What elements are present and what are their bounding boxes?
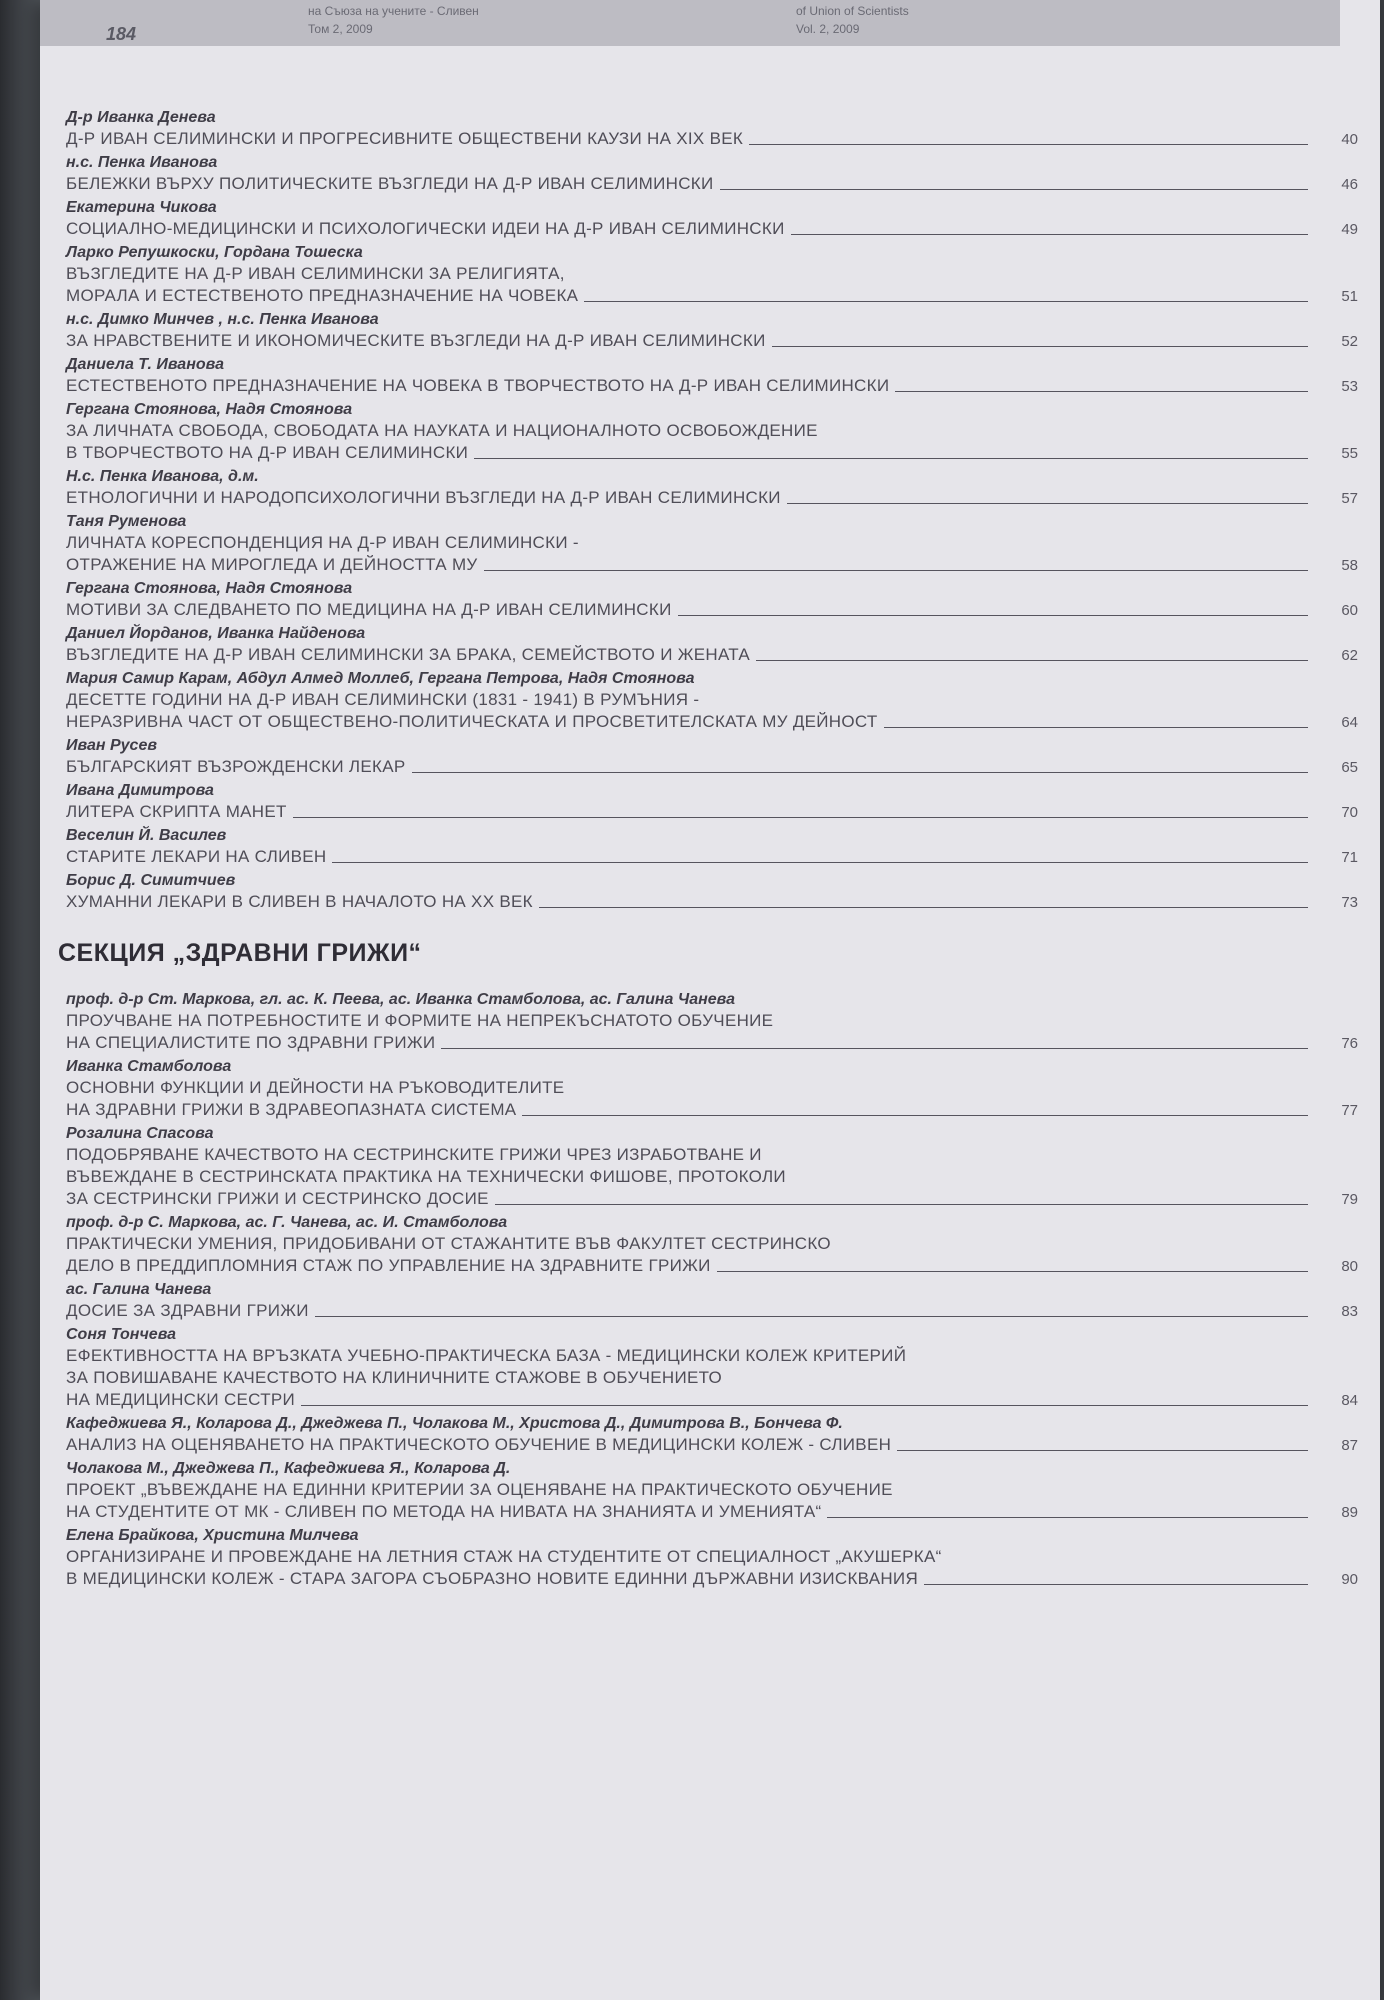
table-of-contents [58,108,1376,1593]
toc-entry-author: Гергана Стоянова, Надя Стоянова [66,580,353,597]
toc-entry [66,1057,1376,1121]
leader-line [772,346,1308,347]
leader-line [717,1271,1308,1272]
toc-entry-title-line: ПРОЕКТ „ВЪВЕЖДАНЕ НА ЕДИННИ КРИТЕРИИ ЗА ОЦЕНЯВАНЕ НА ПРАКТИЧЕСКОТО ОБУЧЕНИЕ [66,1480,893,1499]
toc-entry-author: Екатерина Чикова [66,199,217,216]
toc-entry-title-line: ВЪЗГЛЕДИТЕ НА Д-Р ИВАН СЕЛИМИНСКИ ЗА БРАКА, СЕМЕЙСТВОТО И ЖЕНАТА [66,645,751,664]
toc-entry-author: Чолакова М., Джеджева П., Кафеджиева Я., Коларова Д. [66,1460,511,1477]
toc-entry [66,871,1376,913]
toc-entry-title-line: ОТРАЖЕНИЕ НА МИРОГЛЕДА И ДЕЙНОСТТА МУ [66,555,478,574]
toc-entry-page-number: 64 [1341,714,1358,731]
toc-entry-page-number: 79 [1341,1191,1358,1208]
toc-entry-author: н.с. Пенка Иванова [66,154,218,171]
toc-entry-page-number: 58 [1341,557,1358,574]
toc-entry-title-line: ЕФЕКТИВНОСТТА НА ВРЪЗКАТА УЧЕБНО-ПРАКТИЧЕСКА БАЗА - МЕДИЦИНСКИ КОЛЕЖ КРИТЕРИЙ [66,1346,907,1365]
toc-entry-author: Таня Руменова [66,513,187,530]
toc-entry [66,990,1376,1054]
toc-entry-author: Ларко Репушкоски, Гордана Тошеска [66,244,363,261]
toc-entry [66,1213,1376,1277]
toc-entry-author: Елена Брайкова, Христина Милчева [66,1527,359,1544]
leader-line [315,1316,1308,1317]
toc-entry-page-number: 65 [1341,759,1358,776]
toc-entry-page-number: 77 [1341,1102,1358,1119]
toc-entry-page-number: 40 [1341,131,1358,148]
leader-line [895,391,1308,392]
toc-entry-page-number: 62 [1341,647,1358,664]
toc-entry-title-line: ЗА СЕСТРИНСКИ ГРИЖИ И СЕСТРИНСКО ДОСИЕ [66,1189,489,1208]
running-header [40,0,1340,46]
leader-line [301,1405,1308,1406]
toc-entry-page-number: 73 [1341,894,1358,911]
toc-entry-page-number: 57 [1341,490,1358,507]
leader-line [293,817,1308,818]
leader-line [474,458,1308,459]
toc-entry [66,310,1376,352]
toc-entry-author: Мария Самир Карам, Абдул Алмед Моллеб, Гергана Петрова, Надя Стоянова [66,670,695,687]
toc-entry [66,1325,1376,1411]
leader-line [787,503,1308,504]
toc-entry-author: проф. д-р С. Маркова, ас. Г. Чанева, ас. И. Стамболова [66,1214,508,1231]
leader-line [412,772,1309,773]
page-number: 184 [106,24,137,44]
toc-entry-title-line: ЛИЧНАТА КОРЕСПОНДЕНЦИЯ НА Д-Р ИВАН СЕЛИМИНСКИ - [66,533,579,552]
toc-group-health-care [66,990,1376,1590]
toc-entry-title-line: ЗА НРАВСТВЕНИТЕ И ИКОНОМИЧЕСКИТЕ ВЪЗГЛЕДИ НА Д-Р ИВАН СЕЛИМИНСКИ [66,331,766,350]
toc-entry-author: Кафеджиева Я., Коларова Д., Джеджева П., Чолакова М., Христова Д., Димитрова В., Бончева Ф. [66,1415,843,1432]
journal-name-bg: на Съюза на учените - Сливен [308,4,479,18]
toc-entry-title-line: ЗА ПОВИШАВАНЕ КАЧЕСТВОТО НА КЛИНИЧНИТЕ СТАЖОВЕ В ОБУЧЕНИЕТО [66,1368,723,1387]
toc-entry [66,512,1376,576]
toc-entry-page-number: 55 [1341,445,1358,462]
toc-entry-title-line: ДОСИЕ ЗА ЗДРАВНИ ГРИЖИ [66,1301,309,1320]
journal-volume-bg: Том 2, 2009 [308,22,373,36]
toc-entry [66,826,1376,868]
toc-entry-title-line: ОРГАНИЗИРАНЕ И ПРОВЕЖДАНЕ НА ЛЕТНИЯ СТАЖ НА СТУДЕНТИТЕ ОТ СПЕЦИАЛНОСТ „АКУШЕРКА“ [66,1547,942,1566]
toc-entry-title-line: МОРАЛА И ЕСТЕСТВЕНОТО ПРЕДНАЗНАЧЕНИЕ НА ЧОВЕКА [66,286,579,305]
toc-entry [66,243,1376,307]
toc-entry-author: Даниела Т. Иванова [66,356,224,373]
toc-entry-title-line: В ТВОРЧЕСТВОТО НА Д-Р ИВАН СЕЛИМИНСКИ [66,443,469,462]
journal-volume-en: Vol. 2, 2009 [796,22,860,36]
toc-entry [66,1414,1376,1456]
toc-entry-title-line: ДЕСЕТТЕ ГОДИНИ НА Д-Р ИВАН СЕЛИМИНСКИ (1831 - 1941) В РУМЪНИЯ - [66,690,700,709]
toc-entry-author: Иван Русев [66,737,157,754]
leader-line [441,1048,1308,1049]
toc-entry-title-line: БЕЛЕЖКИ ВЪРХУ ПОЛИТИЧЕСКИТЕ ВЪЗГЛЕДИ НА Д-Р ИВАН СЕЛИМИНСКИ [66,174,714,193]
leader-line [791,234,1308,235]
book-spine-shadow [0,0,42,2000]
toc-entry [66,1459,1376,1523]
toc-entry [66,1280,1376,1322]
toc-entry-title-line: ЕТНОЛОГИЧНИ И НАРОДОПСИХОЛОГИЧНИ ВЪЗГЛЕДИ НА Д-Р ИВАН СЕЛИМИНСКИ [66,488,781,507]
toc-entry-title-line: СТАРИТЕ ЛЕКАРИ НА СЛИВЕН [66,847,327,866]
toc-entry-title-line: ДЕЛО В ПРЕДДИПЛОМНИЯ СТАЖ ПО УПРАВЛЕНИЕ НА ЗДРАВНИТЕ ГРИЖИ [66,1256,711,1275]
leader-line [756,660,1308,661]
toc-entry-page-number: 46 [1341,176,1358,193]
toc-entry-title-line: В МЕДИЦИНСКИ КОЛЕЖ - СТАРА ЗАГОРА СЪОБРАЗНО НОВИТЕ ЕДИННИ ДЪРЖАВНИ ИЗИСКВАНИЯ [66,1569,919,1588]
toc-entry [66,400,1376,464]
leader-line [484,570,1308,571]
toc-entry [66,579,1376,621]
toc-entry-title-line: НА СПЕЦИАЛИСТИТЕ ПО ЗДРАВНИ ГРИЖИ [66,1033,436,1052]
toc-entry-page-number: 76 [1341,1035,1358,1052]
toc-entry-page-number: 90 [1341,1571,1358,1588]
section-heading-health-care: СЕКЦИЯ „ЗДРАВНИ ГРИЖИ“ [58,939,422,967]
leader-line [678,615,1308,616]
toc-entry-author: ас. Галина Чанева [66,1281,212,1298]
toc-entry-author: Соня Тончева [66,1326,177,1343]
toc-entry-title-line: НА МЕДИЦИНСКИ СЕСТРИ [66,1390,296,1409]
toc-entry-title-line: ЛИТЕРА СКРИПТА МАНЕТ [66,802,287,821]
toc-entry-title-line: ХУМАННИ ЛЕКАРИ В СЛИВЕН В НАЧАЛОТО НА XX ВЕК [66,892,533,911]
toc-entry-title-line: НА СТУДЕНТИТЕ ОТ МК - СЛИВЕН ПО МЕТОДА НА НИВАТА НА ЗНАНИЯТА И УМЕНИЯТА“ [66,1502,822,1521]
toc-entry-page-number: 49 [1341,221,1358,238]
toc-entry [66,198,1376,240]
leader-line [924,1584,1308,1585]
toc-entry-title-line: БЪЛГАРСКИЯТ ВЪЗРОЖДЕНСКИ ЛЕКАР [66,757,406,776]
toc-entry-page-number: 71 [1341,849,1358,866]
leader-line [884,727,1308,728]
toc-entry-title-line: ПОДОБРЯВАНЕ КАЧЕСТВОТО НА СЕСТРИНСКИТЕ ГРИЖИ ЧРЕЗ ИЗРАБОТВАНЕ И [66,1145,762,1164]
toc-entry [66,781,1376,823]
toc-entry-page-number: 83 [1341,1303,1358,1320]
toc-entry [66,153,1376,195]
toc-entry [66,736,1376,778]
toc-entry [66,624,1376,666]
toc-entry-title-line: МОТИВИ ЗА СЛЕДВАНЕТО ПО МЕДИЦИНА НА Д-Р ИВАН СЕЛИМИНСКИ [66,600,672,619]
toc-entry [66,669,1376,733]
toc-entry-page-number: 84 [1341,1392,1358,1409]
toc-entry-title-line: СОЦИАЛНО-МЕДИЦИНСКИ И ПСИХОЛОГИЧЕСКИ ИДЕИ НА Д-Р ИВАН СЕЛИМИНСКИ [66,219,785,238]
toc-entry-author: Розалина Спасова [66,1125,214,1142]
toc-group-history [66,108,1376,913]
toc-entry-page-number: 70 [1341,804,1358,821]
toc-entry-author: Ивана Димитрова [66,782,214,799]
toc-entry-page-number: 89 [1341,1504,1358,1521]
journal-name-en: of Union of Scientists [796,4,909,18]
toc-entry [66,355,1376,397]
leader-line [897,1450,1308,1451]
toc-entry-author: проф. д-р Ст. Маркова, гл. ас. К. Пеева, ас. Иванка Стамболова, ас. Галина Чанева [66,991,736,1008]
toc-entry-page-number: 52 [1341,333,1358,350]
leader-line [720,189,1308,190]
toc-entry-author: Борис Д. Симитчиев [66,872,236,889]
toc-entry-title-line: НА ЗДРАВНИ ГРИЖИ В ЗДРАВЕОПАЗНАТА СИСТЕМА [66,1100,517,1119]
toc-entry-title-line: ПРАКТИЧЕСКИ УМЕНИЯ, ПРИДОБИВАНИ ОТ СТАЖАНТИТЕ ВЪВ ФАКУЛТЕТ СЕСТРИНСКО [66,1234,831,1253]
leader-line [522,1115,1308,1116]
toc-entry-title-line: ЗА ЛИЧНАТА СВОБОДА, СВОБОДАТА НА НАУКАТА И НАЦИОНАЛНОТО ОСВОБОЖДЕНИЕ [66,421,818,440]
toc-entry-page-number: 51 [1341,288,1358,305]
toc-entry-title-line: ВЪВЕЖДАНЕ В СЕСТРИНСКАТА ПРАКТИКА НА ТЕХНИЧЕСКИ ФИШОВЕ, ПРОТОКОЛИ [66,1167,786,1186]
toc-entry-author: н.с. Димко Минчев , н.с. Пенка Иванова [66,311,379,328]
toc-entry-author: Гергана Стоянова, Надя Стоянова [66,401,353,418]
toc-entry-author: Д-р Иванка Денева [66,109,216,126]
toc-entry [66,108,1376,150]
toc-entry-title-line: ПРОУЧВАНЕ НА ПОТРЕБНОСТИТЕ И ФОРМИТЕ НА НЕПРЕКЪСНАТОТО ОБУЧЕНИЕ [66,1011,774,1030]
leader-line [827,1517,1308,1518]
leader-line [332,862,1308,863]
toc-entry [66,467,1376,509]
toc-entry-author: Н.с. Пенка Иванова, д.м. [66,468,259,485]
toc-entry-author: Даниел Йорданов, Иванка Найденова [66,625,366,642]
leader-line [495,1204,1308,1205]
leader-line [749,144,1308,145]
toc-entry-title-line: АНАЛИЗ НА ОЦЕНЯВАНЕТО НА ПРАКТИЧЕСКОТО ОБУЧЕНИЕ В МЕДИЦИНСКИ КОЛЕЖ - СЛИВЕН [66,1435,892,1454]
leader-line [539,907,1308,908]
toc-entry-title-line: Д-Р ИВАН СЕЛИМИНСКИ И ПРОГРЕСИВНИТЕ ОБЩЕСТВЕНИ КАУЗИ НА XIX ВЕК [66,129,744,148]
toc-entry-page-number: 60 [1341,602,1358,619]
toc-entry-author: Веселин Й. Василев [66,827,227,844]
toc-entry-page-number: 53 [1341,378,1358,395]
toc-entry [66,1124,1376,1210]
toc-entry-page-number: 87 [1341,1437,1358,1454]
toc-entry-title-line: ВЪЗГЛЕДИТЕ НА Д-Р ИВАН СЕЛИМИНСКИ ЗА РЕЛИГИЯТА, [66,264,565,283]
toc-entry [66,1526,1376,1590]
toc-entry-title-line: ЕСТЕСТВЕНОТО ПРЕДНАЗНАЧЕНИЕ НА ЧОВЕКА В ТВОРЧЕСТВОТО НА Д-Р ИВАН СЕЛИМИНСКИ [66,376,890,395]
toc-entry-title-line: ОСНОВНИ ФУНКЦИИ И ДЕЙНОСТИ НА РЪКОВОДИТЕЛИТЕ [66,1078,565,1097]
toc-entry-title-line: НЕРАЗРИВНА ЧАСТ ОТ ОБЩЕСТВЕНО-ПОЛИТИЧЕСКАТА И ПРОСВЕТИТЕЛСКАТА МУ ДЕЙНОСТ [66,712,878,731]
toc-entry-author: Иванка Стамболова [66,1058,232,1075]
leader-line [584,301,1308,302]
toc-entry-page-number: 80 [1341,1258,1358,1275]
